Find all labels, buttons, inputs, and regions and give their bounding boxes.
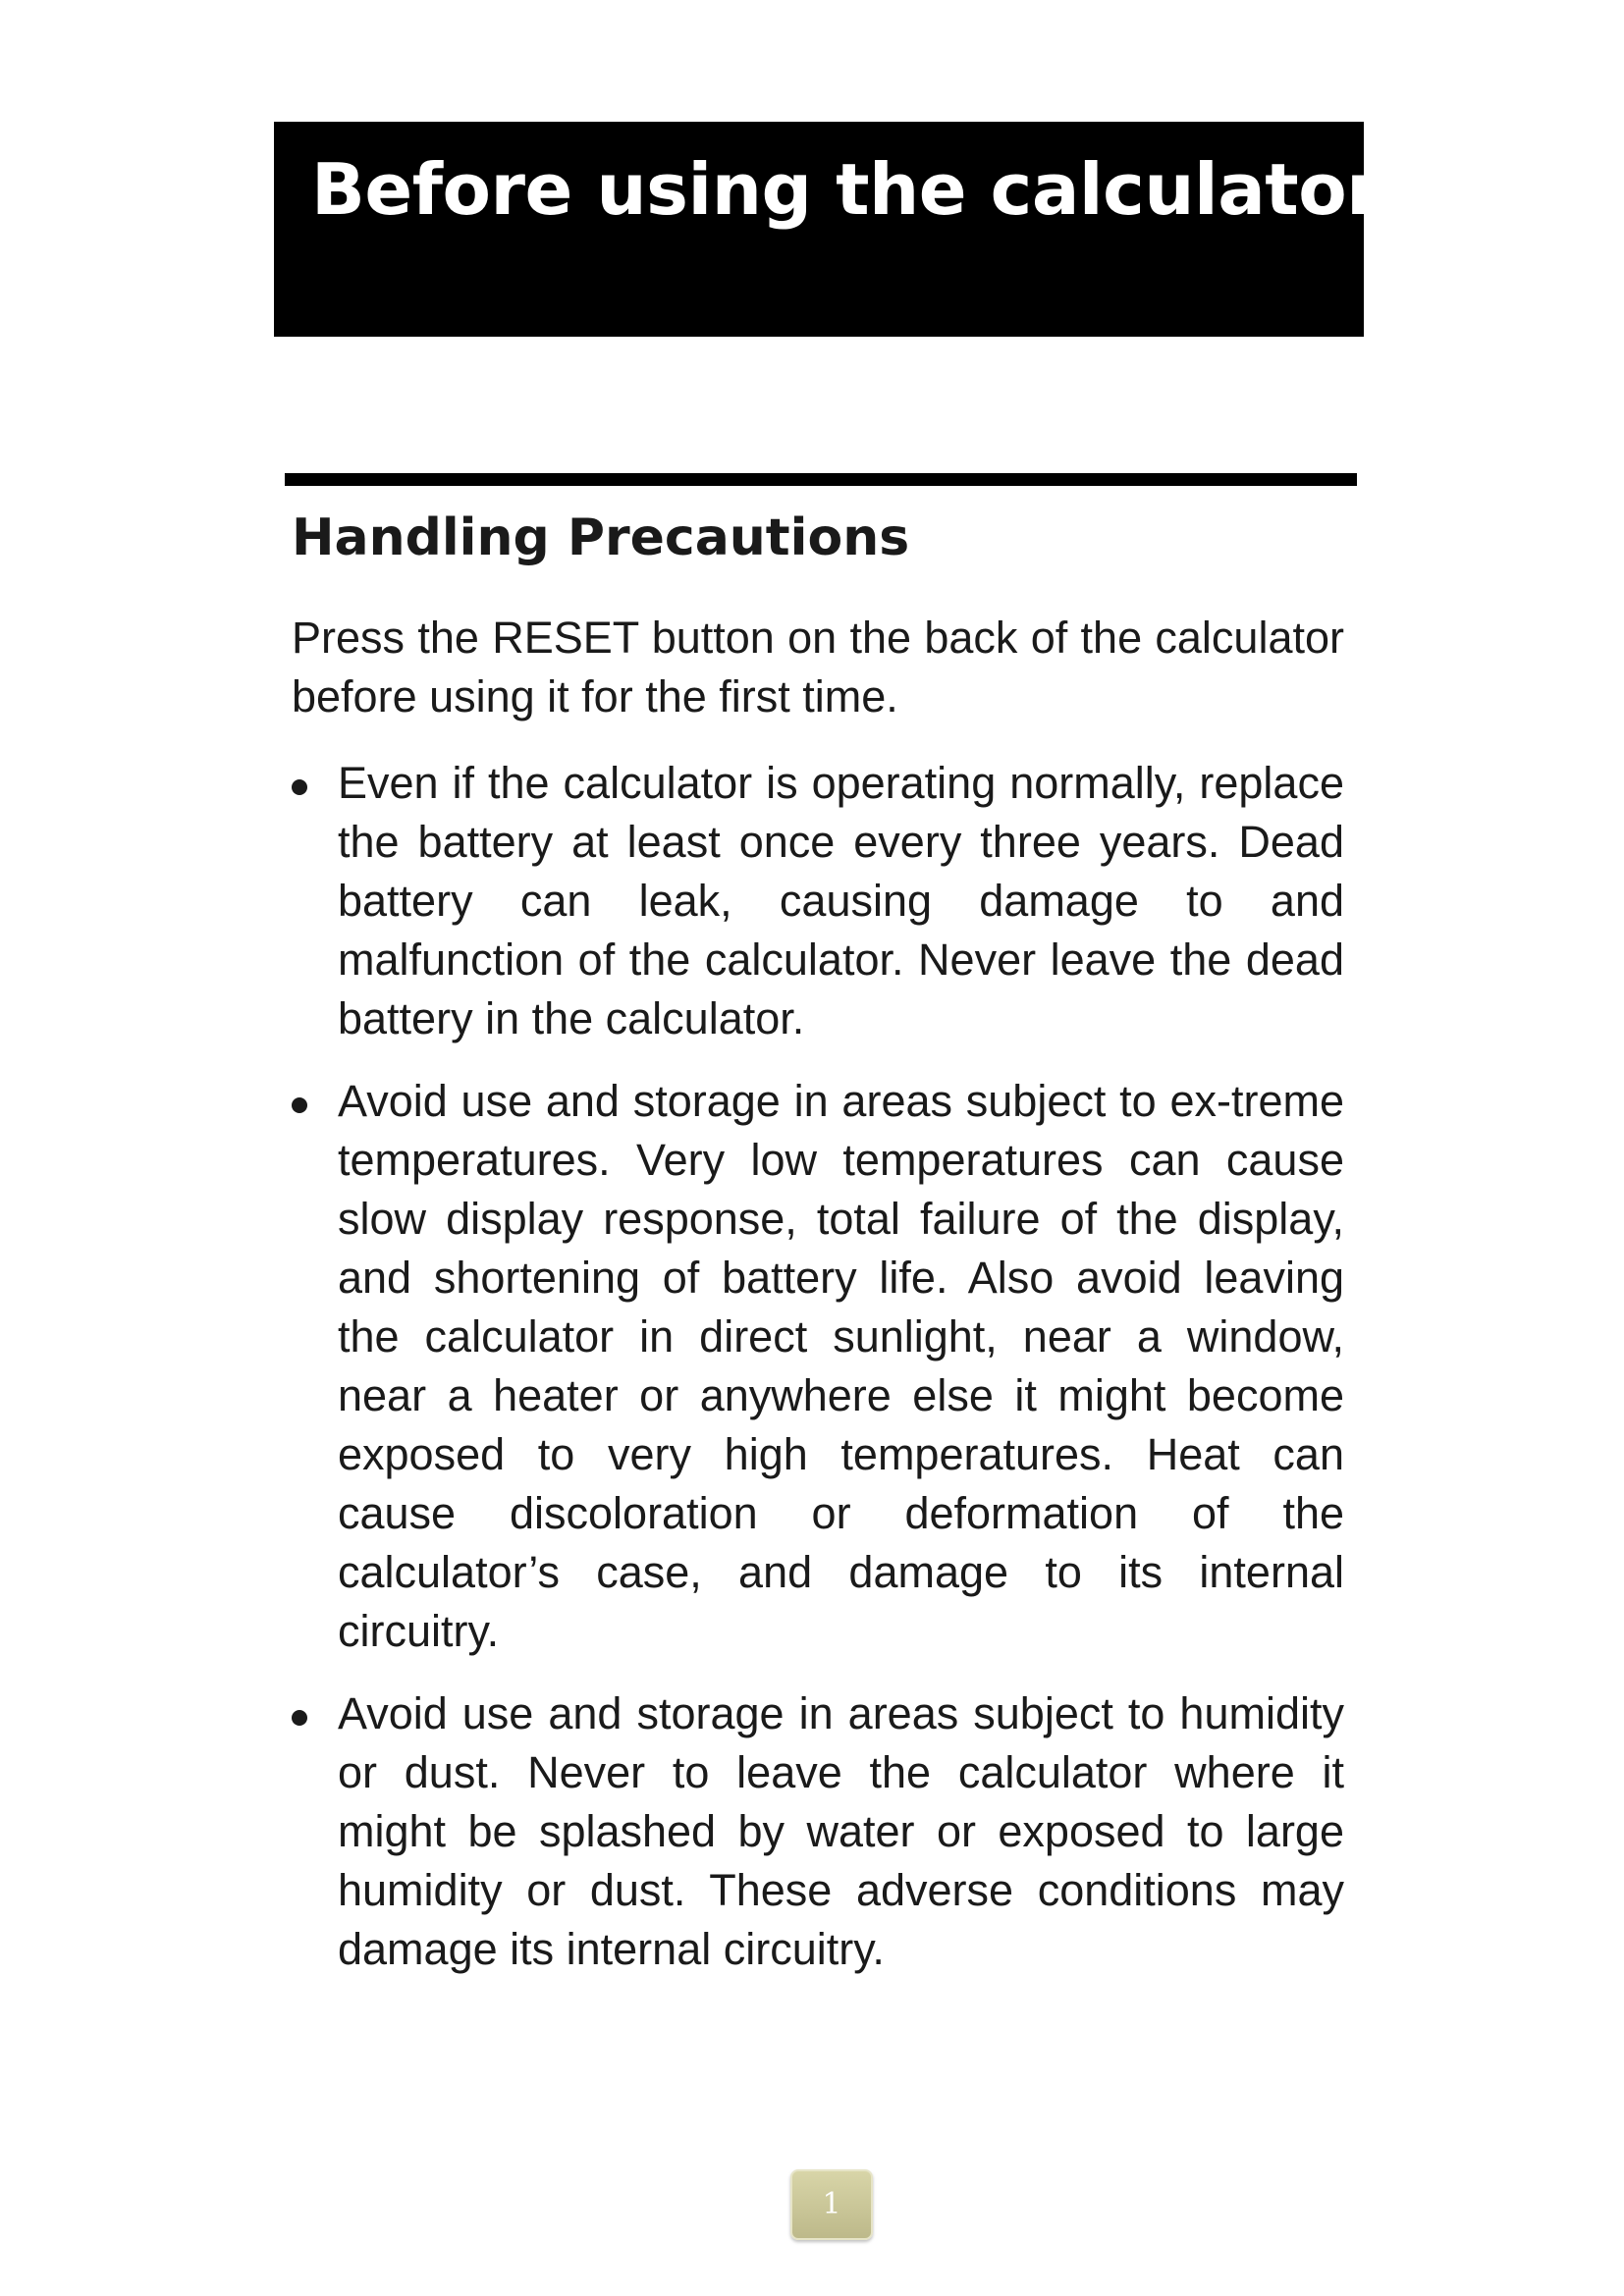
page-title: Before using the calculator — [311, 148, 1381, 231]
page-number: 1 — [822, 2187, 841, 2221]
list-item-text: Avoid use and storage in areas subject to ex-treme temperatures. Very low temperatures can cause slow display response, total failure of the display, and shortening of battery life. Also avoid leaving the calculator in direct sunlight, near a window, near a heater or anywhere else it might become exposed to very high temperatures. Heat can cause discoloration or deformation of the calculator’s case, and damage to its internal circuitry. — [338, 1076, 1344, 1656]
bullet-icon — [292, 1097, 307, 1113]
list-item-text: Even if the calculator is operating normally, replace the battery at least once every three years. Dead battery can leak, causing damage to and malfunction of the calculator. Never leave the dead battery in the calculator. — [338, 758, 1344, 1043]
bullet-icon — [292, 779, 307, 795]
list-item — [292, 754, 1344, 1048]
precautions-list — [292, 754, 1344, 2002]
title-banner — [274, 122, 1381, 337]
section-divider — [285, 473, 1357, 486]
list-item — [292, 1072, 1344, 1661]
page-number-badge — [790, 2169, 873, 2240]
bullet-icon — [292, 1710, 307, 1726]
section-heading: Handling Precautions — [292, 508, 910, 567]
list-item — [292, 1684, 1344, 1979]
intro-paragraph: Press the RESET button on the back of the calculator before using it for the first time. — [292, 613, 1344, 721]
list-item-text: Avoid use and storage in areas subject to humidity or dust. Never to leave the calculator where it might be splashed by water or exposed to large humidity or dust. These adverse conditions may damage its internal circuitry. — [338, 1688, 1344, 1974]
